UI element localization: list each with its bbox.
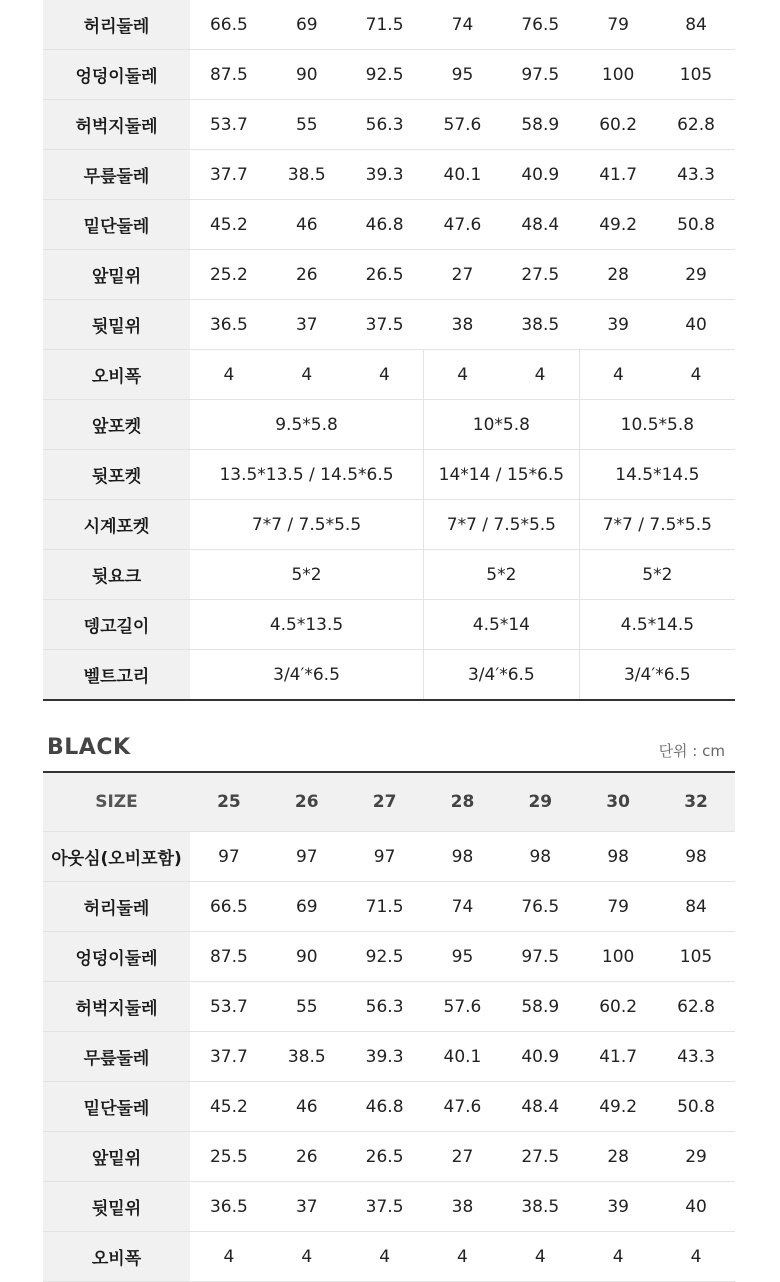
measurement-cell: 40.1	[424, 1032, 502, 1082]
grouped-measurement-cell: 3/4′*6.5	[579, 650, 735, 701]
grouped-measurement-cell: 7*7 / 7.5*5.5	[579, 500, 735, 550]
measurement-cell: 4	[424, 1232, 502, 1282]
measurement-cell: 4	[657, 1232, 735, 1282]
measurement-cell: 97	[346, 832, 424, 882]
measurement-cell: 87.5	[190, 50, 268, 100]
size-header-cell: 28	[424, 772, 502, 832]
row-label: 밑단둘레	[43, 1082, 190, 1132]
grouped-measurement-cell: 4.5*13.5	[190, 600, 424, 650]
table-row	[43, 1232, 735, 1282]
table-row	[43, 300, 735, 350]
measurement-cell: 66.5	[190, 882, 268, 932]
size-header-cell: 32	[657, 772, 735, 832]
measurement-cell: 74	[424, 882, 502, 932]
measurement-cell: 49.2	[579, 200, 657, 250]
measurement-cell: 4	[501, 1232, 579, 1282]
grouped-measurement-cell: 4.5*14	[424, 600, 580, 650]
grouped-measurement-cell: 3/4′*6.5	[424, 650, 580, 701]
measurement-cell: 95	[424, 932, 502, 982]
measurement-cell: 40.9	[501, 1032, 579, 1082]
measurement-cell: 60.2	[579, 100, 657, 150]
measurement-cell: 74	[424, 0, 502, 50]
measurement-cell: 46.8	[346, 200, 424, 250]
measurement-cell: 41.7	[579, 150, 657, 200]
measurement-cell: 97	[268, 832, 346, 882]
table-row	[43, 400, 735, 450]
measurement-cell: 4	[579, 350, 657, 400]
size-table-previous	[43, 0, 735, 701]
measurement-cell: 69	[268, 882, 346, 932]
table-row	[43, 350, 735, 400]
grouped-measurement-cell: 10*5.8	[424, 400, 580, 450]
measurement-cell: 38	[424, 300, 502, 350]
row-label: 오비폭	[43, 350, 190, 400]
size-header-cell: 26	[268, 772, 346, 832]
measurement-cell: 71.5	[346, 0, 424, 50]
size-header-cell: 25	[190, 772, 268, 832]
measurement-cell: 27	[424, 1132, 502, 1182]
table-row	[43, 650, 735, 701]
measurement-cell: 47.6	[424, 1082, 502, 1132]
measurement-cell: 4	[346, 350, 424, 400]
measurement-cell: 90	[268, 50, 346, 100]
measurement-cell: 92.5	[346, 50, 424, 100]
table-row	[43, 1132, 735, 1182]
measurement-cell: 95	[424, 50, 502, 100]
measurement-cell: 37.7	[190, 150, 268, 200]
grouped-measurement-cell: 14.5*14.5	[579, 450, 735, 500]
measurement-cell: 27.5	[501, 1132, 579, 1182]
measurement-cell: 29	[657, 250, 735, 300]
row-label: 뒷요크	[43, 550, 190, 600]
measurement-cell: 62.8	[657, 982, 735, 1032]
measurement-cell: 97.5	[501, 932, 579, 982]
measurement-cell: 4	[657, 350, 735, 400]
row-label: 엉덩이둘레	[43, 50, 190, 100]
row-label: 앞밑위	[43, 1132, 190, 1182]
measurement-cell: 48.4	[501, 200, 579, 250]
measurement-cell: 98	[501, 832, 579, 882]
row-label: 무릎둘레	[43, 1032, 190, 1082]
grouped-measurement-cell: 3/4′*6.5	[190, 650, 424, 701]
row-label: 밑단둘레	[43, 200, 190, 250]
measurement-cell: 56.3	[346, 100, 424, 150]
measurement-cell: 27.5	[501, 250, 579, 300]
measurement-cell: 53.7	[190, 100, 268, 150]
row-label: 엉덩이둘레	[43, 932, 190, 982]
measurement-cell: 90	[268, 932, 346, 982]
measurement-cell: 84	[657, 882, 735, 932]
grouped-measurement-cell: 5*2	[424, 550, 580, 600]
measurement-cell: 58.9	[501, 100, 579, 150]
measurement-cell: 4	[579, 1232, 657, 1282]
grouped-measurement-cell: 9.5*5.8	[190, 400, 424, 450]
measurement-cell: 38	[424, 1182, 502, 1232]
row-label: 아웃심(오비포함)	[43, 832, 190, 882]
measurement-cell: 38.5	[501, 1182, 579, 1232]
measurement-cell: 40	[657, 300, 735, 350]
row-label: 오비폭	[43, 1232, 190, 1282]
measurement-cell: 4	[346, 1232, 424, 1282]
row-label: 허리둘레	[43, 882, 190, 932]
row-label: 허리둘레	[43, 0, 190, 50]
table-row	[43, 932, 735, 982]
measurement-cell: 4	[268, 1232, 346, 1282]
table-row	[43, 200, 735, 250]
measurement-cell: 40.9	[501, 150, 579, 200]
table-row	[43, 882, 735, 932]
measurement-cell: 43.3	[657, 1032, 735, 1082]
measurement-cell: 38.5	[501, 300, 579, 350]
size-table-black	[43, 771, 735, 1282]
measurement-cell: 4	[268, 350, 346, 400]
measurement-cell: 79	[579, 0, 657, 50]
measurement-cell: 43.3	[657, 150, 735, 200]
measurement-cell: 25.2	[190, 250, 268, 300]
measurement-cell: 50.8	[657, 200, 735, 250]
measurement-cell: 92.5	[346, 932, 424, 982]
table-row	[43, 550, 735, 600]
measurement-cell: 98	[579, 832, 657, 882]
grouped-measurement-cell: 7*7 / 7.5*5.5	[424, 500, 580, 550]
measurement-cell: 39	[579, 300, 657, 350]
measurement-cell: 105	[657, 932, 735, 982]
measurement-cell: 4	[190, 1232, 268, 1282]
measurement-cell: 46.8	[346, 1082, 424, 1132]
measurement-cell: 87.5	[190, 932, 268, 982]
grouped-measurement-cell: 7*7 / 7.5*5.5	[190, 500, 424, 550]
measurement-cell: 45.2	[190, 1082, 268, 1132]
row-label: 뒷밑위	[43, 1182, 190, 1232]
table-row	[43, 50, 735, 100]
grouped-measurement-cell: 14*14 / 15*6.5	[424, 450, 580, 500]
measurement-cell: 39.3	[346, 1032, 424, 1082]
measurement-cell: 53.7	[190, 982, 268, 1032]
size-header-cell: 29	[501, 772, 579, 832]
measurement-cell: 98	[424, 832, 502, 882]
measurement-cell: 4	[190, 350, 268, 400]
measurement-cell: 28	[579, 1132, 657, 1182]
grouped-measurement-cell: 4.5*14.5	[579, 600, 735, 650]
table-row	[43, 150, 735, 200]
measurement-cell: 105	[657, 50, 735, 100]
size-header-cell: 27	[346, 772, 424, 832]
measurement-cell: 27	[424, 250, 502, 300]
measurement-cell: 41.7	[579, 1032, 657, 1082]
unit-label: 단위 : cm	[658, 742, 725, 760]
measurement-cell: 55	[268, 100, 346, 150]
table-row	[43, 0, 735, 50]
size-header-cell: 30	[579, 772, 657, 832]
measurement-cell: 97.5	[501, 50, 579, 100]
measurement-cell: 28	[579, 250, 657, 300]
measurement-cell: 46	[268, 1082, 346, 1132]
measurement-cell: 37	[268, 300, 346, 350]
table-row	[43, 250, 735, 300]
table-row	[43, 1082, 735, 1132]
measurement-cell: 100	[579, 932, 657, 982]
measurement-cell: 36.5	[190, 1182, 268, 1232]
measurement-cell: 71.5	[346, 882, 424, 932]
row-label: 벨트고리	[43, 650, 190, 701]
row-label: 허벅지둘레	[43, 100, 190, 150]
table-row	[43, 1032, 735, 1082]
measurement-cell: 60.2	[579, 982, 657, 1032]
table-row	[43, 100, 735, 150]
row-label: 앞밑위	[43, 250, 190, 300]
measurement-cell: 66.5	[190, 0, 268, 50]
row-label: 뒷포켓	[43, 450, 190, 500]
table-row	[43, 500, 735, 550]
measurement-cell: 50.8	[657, 1082, 735, 1132]
measurement-cell: 40	[657, 1182, 735, 1232]
measurement-cell: 26	[268, 250, 346, 300]
size-header-label: SIZE	[43, 772, 190, 832]
measurement-cell: 48.4	[501, 1082, 579, 1132]
grouped-measurement-cell: 10.5*5.8	[579, 400, 735, 450]
measurement-cell: 62.8	[657, 100, 735, 150]
table-row	[43, 1182, 735, 1232]
measurement-cell: 76.5	[501, 882, 579, 932]
table-row	[43, 450, 735, 500]
table-row	[43, 982, 735, 1032]
measurement-cell: 76.5	[501, 0, 579, 50]
size-table-black-body	[43, 832, 735, 1282]
measurement-cell: 37.7	[190, 1032, 268, 1082]
grouped-measurement-cell: 5*2	[579, 550, 735, 600]
table-row	[43, 832, 735, 882]
row-label: 시계포켓	[43, 500, 190, 550]
grouped-measurement-cell: 13.5*13.5 / 14.5*6.5	[190, 450, 424, 500]
measurement-cell: 26.5	[346, 250, 424, 300]
row-label: 허벅지둘레	[43, 982, 190, 1032]
measurement-cell: 46	[268, 200, 346, 250]
size-header-row	[43, 772, 735, 832]
measurement-cell: 55	[268, 982, 346, 1032]
row-label: 뒷밑위	[43, 300, 190, 350]
measurement-cell: 38.5	[268, 1032, 346, 1082]
section-title-black: BLACK	[47, 735, 131, 760]
row-label: 앞포켓	[43, 400, 190, 450]
measurement-cell: 29	[657, 1132, 735, 1182]
measurement-cell: 45.2	[190, 200, 268, 250]
measurement-cell: 97	[190, 832, 268, 882]
measurement-cell: 39.3	[346, 150, 424, 200]
measurement-cell: 100	[579, 50, 657, 100]
measurement-cell: 69	[268, 0, 346, 50]
measurement-cell: 84	[657, 0, 735, 50]
measurement-cell: 39	[579, 1182, 657, 1232]
measurement-cell: 40.1	[424, 150, 502, 200]
table-row	[43, 600, 735, 650]
measurement-cell: 57.6	[424, 100, 502, 150]
measurement-cell: 26.5	[346, 1132, 424, 1182]
measurement-cell: 36.5	[190, 300, 268, 350]
row-label: 무릎둘레	[43, 150, 190, 200]
measurement-cell: 37	[268, 1182, 346, 1232]
measurement-cell: 4	[501, 350, 579, 400]
measurement-cell: 38.5	[268, 150, 346, 200]
measurement-cell: 25.5	[190, 1132, 268, 1182]
measurement-cell: 37.5	[346, 1182, 424, 1232]
measurement-cell: 47.6	[424, 200, 502, 250]
grouped-measurement-cell: 5*2	[190, 550, 424, 600]
measurement-cell: 98	[657, 832, 735, 882]
measurement-cell: 57.6	[424, 982, 502, 1032]
size-table-previous-body	[43, 0, 735, 700]
measurement-cell: 4	[424, 350, 502, 400]
measurement-cell: 49.2	[579, 1082, 657, 1132]
measurement-cell: 26	[268, 1132, 346, 1182]
measurement-cell: 58.9	[501, 982, 579, 1032]
measurement-cell: 56.3	[346, 982, 424, 1032]
measurement-cell: 79	[579, 882, 657, 932]
row-label: 뎅고길이	[43, 600, 190, 650]
measurement-cell: 37.5	[346, 300, 424, 350]
